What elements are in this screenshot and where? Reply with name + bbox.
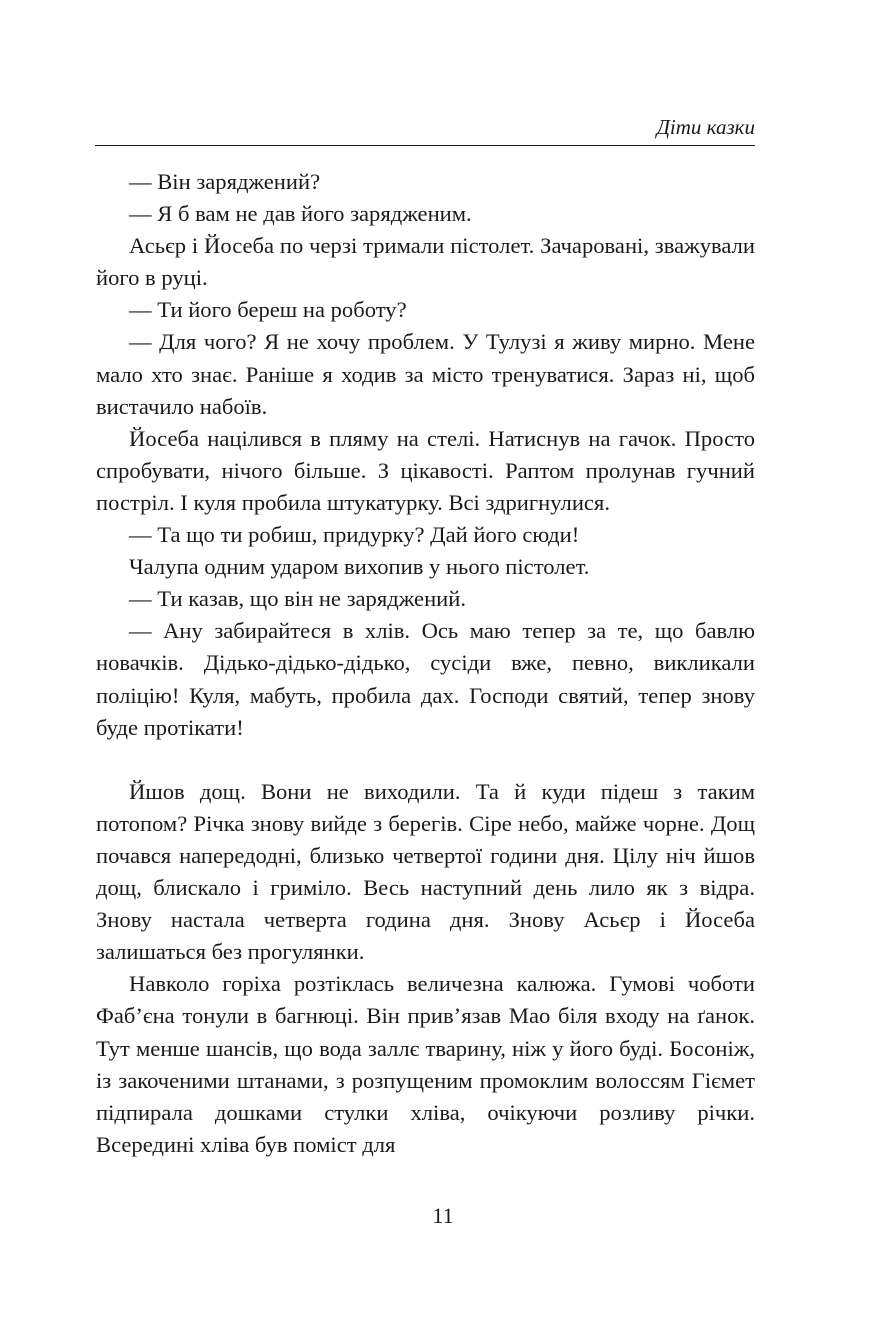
dialogue-line: — Він заряджений? [129,169,321,194]
dialogue-line: — Та що ти робиш, придурку? Дай його сюди! [129,522,580,548]
paragraph: Чалупа одним ударом вихопив у нього пістолет. [129,554,590,580]
paragraph: Йосеба націлився в пляму на стелі. Натиснув на гачок. Просто спробувати, нічого більше. З цікавості. Раптом пролунав гучний постріл. І куля пробила штукатурку. Всі здригнулися. [96,425,755,515]
dialogue-line: — Я б вам не дав його зарядженим. [129,201,472,227]
page-number: 11 [432,1203,454,1228]
paragraph: Йшов дощ. Вони не виходили. Та й куди підеш з таким потопом? Річка знову вийде з берегів. Сіре небо, майже чорне. Дощ почався напередодні, близько четвертої години дня. Цілу ніч йшов дощ, блискало і гриміло. Весь наступний день лило як з відра. Знову настала четверта година дня. Знову Асьєр і Йосеба залишаться без прогулянки. [96,778,755,965]
dialogue-line: — Ти його береш на роботу? [129,297,407,323]
header-rule [95,145,755,146]
paragraph: Асьєр і Йосеба по черзі тримали пістолет. Зачаровані, зважували його в руці. [96,233,755,291]
running-header-title: Діти казки [656,115,755,139]
dialogue-line: — Для чого? Я не хочу проблем. У Тулузі я живу мирно. Мене мало хто знає. Раніше я ходив за місто тренуватися. Зараз ні, щоб вистачило набоїв. [96,329,755,419]
dialogue-line: — Ти казав, що він не заряджений. [129,586,466,612]
body-text [96,166,755,1161]
paragraph: Навколо горіха розтіклась величезна калюжа. Гумові чоботи Фаб’єна тонули в багнюці. Він прив’язав Мао біля входу на ґанок. Тут менше шансів, що вода заллє тварину, ніж у його буді. Босоніж, із закоченими штанами, з розпущеним промоклим волоссям Гіємет підпирала дошками стулки хліва, очікуючи розливу річки. Всередині хліва був поміст для [96,971,755,1157]
dialogue-line: — Ану забирайтеся в хлів. Ось маю тепер за те, що бавлю новачків. Дідько-дідько-дідько, сусіди вже, певно, викликали поліцію! Куля, мабуть, пробила дах. Господи святий, тепер знову буде протікати! [96,618,755,740]
